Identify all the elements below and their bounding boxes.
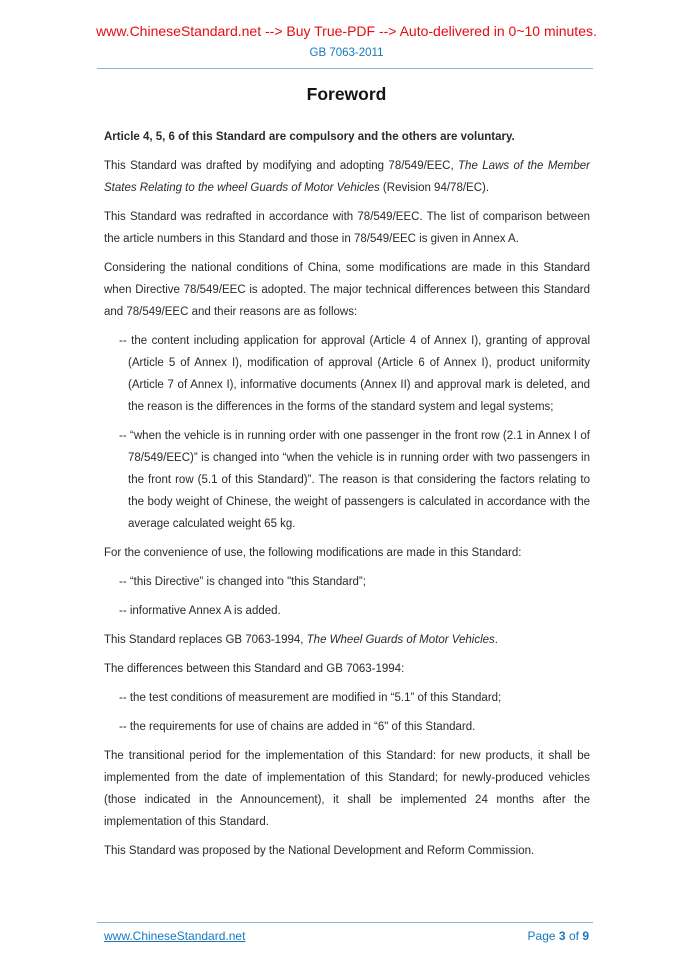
document-body [104, 126, 590, 869]
paragraph: This Standard was proposed by the National Development and Reform Commission. [104, 845, 535, 857]
page-indicator [528, 929, 589, 943]
page-word: Page [527, 929, 556, 943]
footer-divider [97, 922, 593, 923]
paragraph: This Standard was redrafted in accordance with 78/549/EEC. The list of comparison between the article numbers in this Standard and those in 78/549/EEC is given in Annex A. [104, 211, 590, 245]
paragraph: The transitional period for the implementation of this Standard: for new products, it shall be implemented from the date of implementation of this Standard; for newly-produced vehicles (those indicated in the Announcement), it shall be implemented 24 months after the implementation of this Standard. [104, 750, 590, 828]
paragraph: This Standard replaces GB 7063-1994, The Wheel Guards of Motor Vehicles. [104, 634, 498, 646]
paragraph: Article 4, 5, 6 of this Standard are compulsory and the others are voluntary. [104, 131, 515, 143]
bullet-item: -- the test conditions of measurement are modified in “5.1” of this Standard; [119, 692, 502, 704]
page-total: 9 [582, 929, 589, 943]
paragraph: The differences between this Standard and GB 7063-1994: [104, 663, 405, 675]
standard-number: GB 7063-2011 [309, 47, 384, 59]
bullet-item: -- “when the vehicle is in running order with one passenger in the front row (2.1 in Annex I of 78/549/EEC)” is changed into “when the vehicle is in running order with two passengers in the front row (5.1 of this Standard)”. The reason is that considering the factors relating to the body weight of Chinese, the weight of passengers is calculated in accordance with the average calculated weight 65 kg. [119, 430, 590, 530]
purchase-notice: www.ChineseStandard.net --> Buy True-PDF --> Auto-delivered in 0~10 minutes. [96, 23, 597, 39]
header-divider [97, 68, 593, 69]
footer-site-link[interactable]: www.ChineseStandard.net [104, 929, 246, 943]
bullet-item: -- informative Annex A is added. [119, 605, 281, 617]
paragraph: For the convenience of use, the following modifications are made in this Standard: [104, 547, 522, 559]
paragraph: Considering the national conditions of China, some modifications are made in this Standard when Directive 78/549/EEC is adopted. The major technical differences between this Standard and 78/549/EEC and their reasons are as follows: [104, 262, 590, 318]
bullet-item: -- the requirements for use of chains are added in “6" of this Standard. [119, 721, 476, 733]
bullet-item: -- the content including application for approval (Article 4 of Annex I), granting of approval (Article 5 of Annex I), modification of approval (Article 6 of Annex I), product uniformity (Article 7 of Annex I), informative documents (Annex II) and approval mark is deleted, and the reason is the differences in the forms of the standard system and legal systems; [119, 335, 590, 413]
page-current: 3 [558, 929, 566, 943]
bullet-item: -- “this Directive” is changed into "this Standard”; [119, 576, 366, 588]
page-title: Foreword [306, 84, 387, 104]
of-word: of [568, 929, 579, 943]
paragraph: This Standard was drafted by modifying and adopting 78/549/EEC, The Laws of the Member States Relating to the wheel Guards of Motor Vehicles (Revision 94/78/EC). [104, 160, 590, 194]
